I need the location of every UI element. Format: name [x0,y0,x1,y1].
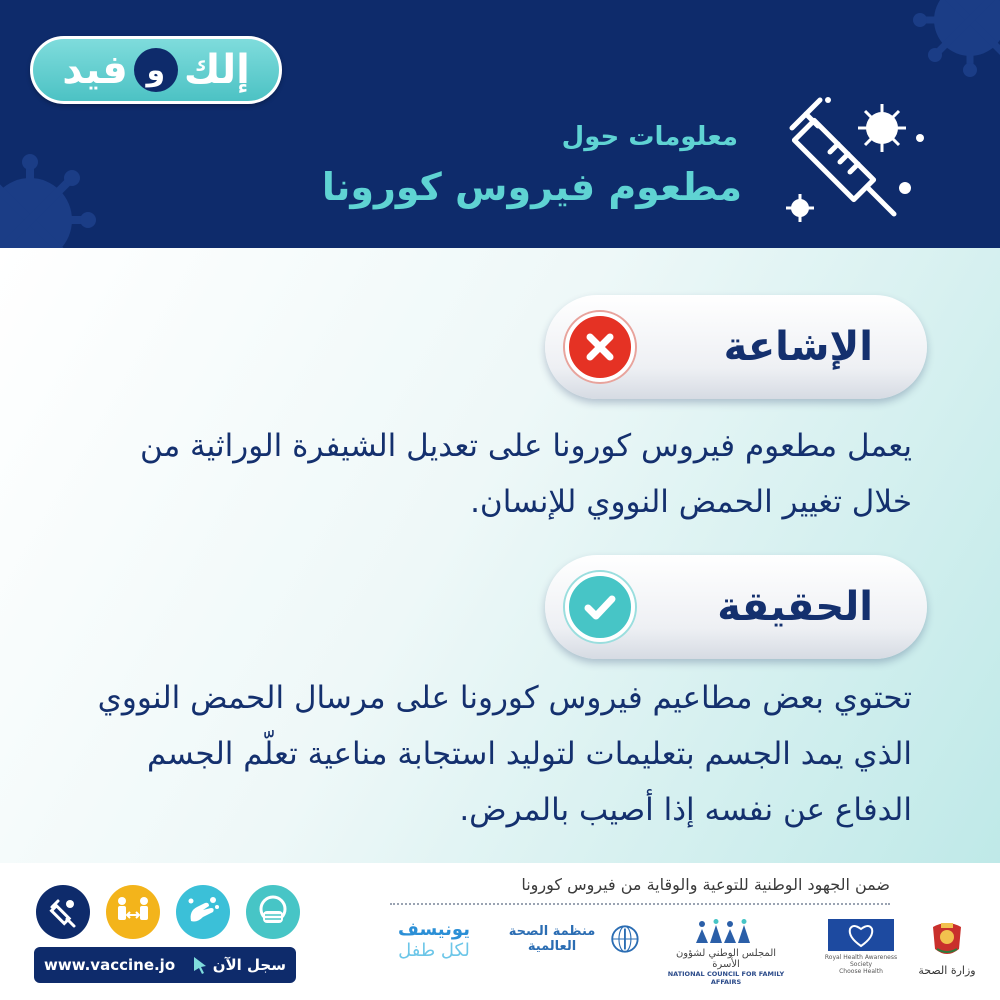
syringe-virus-icon [770,80,940,230]
moh-name: وزارة الصحة [918,964,976,977]
website-url[interactable]: www.vaccine.jo [44,956,176,974]
footer-tagline: ضمن الجهود الوطنية للتوعية والوقاية من فيروس كورونا [521,875,890,894]
face-mask-icon [246,885,300,939]
fact-label: الحقيقة [717,584,873,630]
rhas-logo [818,919,904,975]
myth-heading-pill [545,295,927,399]
ncfa-arabic-name: المجلس الوطني لشؤون الأسرة [675,948,777,970]
brand-connector: و [134,48,178,92]
footer [0,863,1000,1000]
register-link[interactable] [34,947,296,983]
who-name: منظمة الصحة العالمية [508,924,596,954]
who-emblem-icon [610,919,640,959]
cursor-pointer-icon [193,956,207,974]
virus-decoration-icon [0,150,120,248]
register-label: سجل الآن [212,956,286,974]
header-subtitle: معلومات حول [561,122,738,152]
fact-text: تحتوي بعض مطاعيم فيروس كورونا على مرسال الحمض النووي الذي يمد الجسم بتعليمات لتوليد استجابة مناعية تعلّم الجسم الدفاع عن نفسه إذا أصيب بالمرض. [97,680,912,828]
brand-right-text: فيد [62,47,128,93]
who-logo [500,919,640,959]
ncfa-emblem-icon [691,919,761,945]
vaccine-syringe-icon [36,885,90,939]
brand-logo [30,36,282,104]
rhas-english-name: Royal Health Awareness Society [824,954,898,968]
fact-heading-pill [545,555,927,659]
footer-divider [390,903,890,905]
unicef-logo [388,919,480,961]
myth-label: الإشاعة [723,324,873,370]
close-x-icon [565,312,635,382]
unicef-tagline: لكل طفل [398,940,470,961]
ncfa-logo [665,919,787,986]
ncfa-english-name: NATIONAL COUNCIL FOR FAMILY AFFAIRS [667,970,785,986]
jordan-crest-icon [927,919,967,961]
myth-text: يعمل مطعوم فيروس كورونا على تعديل الشيفرة الوراثية من خلال تغيير الحمض النووي للإنسان. [139,428,912,520]
ministry-of-health-logo [918,919,976,977]
header-title: مطعوم فيروس كورونا [321,165,742,209]
header-banner [0,0,1000,248]
virus-decoration-icon [900,0,1000,90]
hand-wash-icon [176,885,230,939]
brand-left-text: إلك [183,47,250,93]
unicef-name: يونيسف [398,919,470,940]
checkmark-icon [565,572,635,642]
rhas-emblem-icon [828,919,894,951]
register-cta[interactable] [193,956,286,974]
rhas-tagline: Choose Health [839,968,883,975]
social-distance-icon [106,885,160,939]
